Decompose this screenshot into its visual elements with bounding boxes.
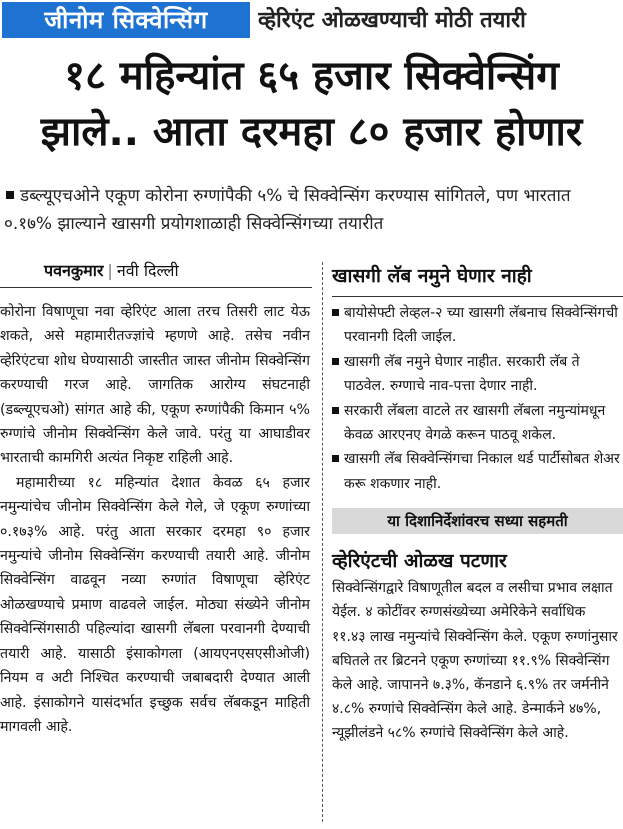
article-body xyxy=(0,300,310,739)
byline-author: पवनकुमार xyxy=(44,261,104,280)
headline-line-2: झाले.. आता दरमहा ८० हजार होणार xyxy=(40,109,583,155)
subheadline-text: डब्ल्यूएचओने एकूण कोरोना रुग्णांपैकी ५% चे सिक्वेन्सिंग करण्यास सांगितले, पण भारतात ०.१७% झाल्याने खासगी प्रयोगशाळाही सिक्वेन्सिंगच्या तयारीत xyxy=(4,186,571,234)
byline xyxy=(44,258,179,284)
article-paragraph-2: महामारीच्या १८ महिन्यांत देशात केवळ ६५ हजार नमुन्यांचेच जीनोम सिक्वेन्सिंग केले गेले, जे एकूण रुग्णांच्या ०.१७३% आहे. परंतु आता सरकार दरमहा ९० हजार नमुन्यांचे जीनोम सिक्वेन्सिंग करण्याची तयारी आहे. जीनोम सिक्वेन्सिंग वाढवून नव्या रुग्णांत विषाणूचा व्हेरिएंट ओळखण्याचे प्रमाण वाढवले जाईल. मोठ्या संख्येने जीनोम सिक्वेन्सिंगसाठी पहिल्यांदा खासगी लॅबला परवानगी देण्याची तयारी आहे. यासाठी इंसाकोगला (आयएनएसएसीओजी) नियम व अटी निश्चित करण्याची जबाबदारी देण्यात आली आहे. इंसाकोगने यासंदर्भात इच्छुक सर्वच लॅबकडून माहिती मागवली आहे. xyxy=(0,474,310,735)
sidebar-point: सरकारी लॅबला वाटले तर खासगी लॅबला नमुन्यांमधून केवळ आरएनए वेगळे करून पाठवू शकेल. xyxy=(332,399,623,448)
byline-separator: | xyxy=(107,261,113,280)
headline-line-1: १८ महिन्यांत ६५ हजार सिक्वेन्सिंग xyxy=(64,53,559,99)
sidebar-point: बायोसेफ्टी लेव्हल-२ च्या खासगी लॅबनाच सिक्वेन्सिंगची परवानगी दिली जाईल. xyxy=(332,301,623,350)
sidebar-point: खासगी लॅब सिक्वेन्सिंगचा निकाल थर्ड पार्टीसोबत शेअर करू शकणार नाही. xyxy=(332,447,623,496)
subheadline xyxy=(4,182,620,238)
sidebar-title: खासगी लॅब नमुने घेणार नाही xyxy=(332,265,532,287)
headline xyxy=(0,48,623,160)
article-paragraph-1: कोरोना विषाणूचा नवा व्हेरिएंट आला तरच तिसरी लाट येऊ शकते, असे महामारीतज्ज्ञांचे म्हणणे आहे. तसेच नवीन व्हेरिएंटचा शोध घेण्यासाठी जास्तीत जास्त जीनोम सिक्वेन्सिंग करण्याची गरज आहे. जागतिक आरोग्य संघटनाही (डब्ल्यूएचओ) सांगत आहे की, एकूण रुग्णांपैकी किमान ५% रुग्णांचे जीनोम सिक्वेन्सिंग केले जावे. परंतु या आघाडीवर भारताची कामगिरी अत्यंत निकृष्ट राहिली आहे. xyxy=(0,304,310,467)
sidebar-title-2: व्हेरिएंटची ओळख पटणार xyxy=(332,550,507,573)
bullet-icon xyxy=(6,191,14,199)
sidebar-points xyxy=(332,301,623,496)
section-tag: जीनोम सिक्वेन्सिंग xyxy=(2,2,250,38)
column-divider xyxy=(322,262,323,822)
sidebar-point: खासगी लॅब नमुने घेणार नाहीत. सरकारी लॅब ते पाठवेल. रुग्णाचे नाव-पत्ता देणार नाही. xyxy=(332,350,623,399)
byline-place: नवी दिल्ली xyxy=(116,261,179,280)
sidebar-body-2: सिक्वेन्सिंगद्वारे विषाणूतील बदल व लसीचा प्रभाव लक्षात येईल. ४ कोटींवर रुग्णसंख्येच्या अमेरिकेने सर्वाधिक ११.४३ लाख नमुन्यांचे सिक्वेन्सिंग केले. एकूण रुग्णांनुसार बघितले तर ब्रिटनने एकूण रुग्णांच्या ११.९% सिक्वेन्सिंग केले आहे. जापानने ७.३%, कॅनडाने ६.९% तर जर्मनीने ४.८% रुग्णांचे सिक्वेन्सिंग केले आहे. डेन्मार्कने ४७%, न्यूझीलंडने ५८% रुग्णांचे सिक्वेन्सिंग केले आहे. xyxy=(332,580,618,742)
sidebar-title-rule xyxy=(332,296,623,297)
sidebar xyxy=(332,262,623,746)
top-bar xyxy=(0,0,623,42)
guidelines-banner: या दिशानिर्देशांवरच सध्या सहमती xyxy=(332,508,623,534)
kicker-text: व्हेरिएंट ओळखण्याची मोठी तयारी xyxy=(258,8,526,33)
byline-divider xyxy=(0,287,312,288)
